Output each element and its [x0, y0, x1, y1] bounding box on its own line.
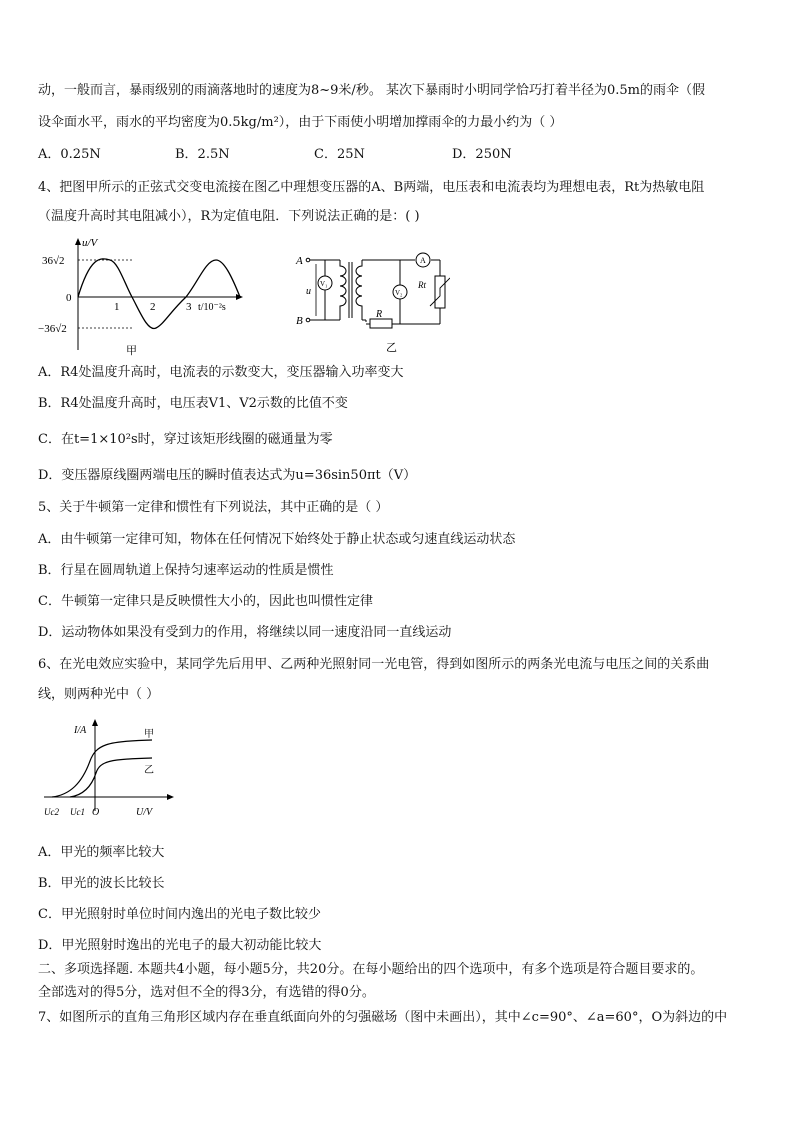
- q3-stem-line2: 设伞面水平，雨水的平均密度为0.5kg/m²），由于下雨使小明增加撑雨伞的力最小约为（ ）: [38, 115, 563, 130]
- y-peak-label: 36√2: [42, 255, 65, 267]
- label-uc2: Uc2: [44, 807, 59, 817]
- section2-heading-line1: 二、多项选择题. 本题共4小题，每小题5分，共20分。在每小题给出的四个选项中，有多个选项是符合题目要求的。: [38, 962, 704, 977]
- q4-option-c: C．在t=1×10²s时，穿过该矩形线圈的磁通量为零: [38, 432, 333, 447]
- q6-option-c: C．甲光照射时单位时间内逸出的光电子数比较少: [38, 907, 321, 922]
- curve-jia: [52, 740, 152, 797]
- q3-option-a: A．0.25N: [38, 147, 101, 162]
- q4-option-d: D．变压器原线圈两端电压的瞬时值表达式为u=36sin50πt（V）: [38, 468, 417, 483]
- q5-option-b: B．行星在圆周轨道上保持匀速率运动的性质是惯性: [38, 563, 334, 578]
- x-axis-label: U/V: [136, 807, 153, 818]
- label-v1: V₁: [320, 280, 328, 288]
- primary-coil: [340, 260, 346, 320]
- q6-option-d: D．甲光照射时逸出的光电子的最大初动能比较大: [38, 938, 322, 953]
- q4-option-a: A．R4处温度升高时，电流表的示数变大，变压器输入功率变大: [38, 365, 404, 380]
- x-tick-3: 3: [186, 301, 192, 313]
- x-tick-1: 1: [114, 301, 120, 313]
- label-a: A: [296, 255, 303, 267]
- label-u: u: [306, 286, 311, 297]
- figure-caption-jia: 甲: [126, 345, 137, 357]
- q6-figure-photocurrent-graph: [40, 715, 180, 825]
- origin-label: 0: [66, 292, 72, 304]
- q4-figure-yi-transformer-circuit: [290, 248, 450, 358]
- y-axis-label: u/V: [82, 237, 98, 249]
- q4-figure-jia-sine-graph: [38, 232, 248, 357]
- q6-option-a: A．甲光的频率比较大: [38, 845, 165, 860]
- section2-heading-line2: 全部选对的得5分，选对但不全的得3分，有选错的得0分。: [38, 985, 375, 1000]
- label-r: R: [376, 309, 383, 320]
- resistor-r: [370, 319, 392, 328]
- q3-option-c: C．25N: [314, 147, 365, 162]
- label-rt: Rt: [418, 280, 426, 290]
- q5-option-c: C．牛顿第一定律只是反映惯性大小的，因此也叫惯性定律: [38, 594, 373, 609]
- secondary-coil: [356, 260, 362, 320]
- label-v2: V₂: [395, 289, 403, 297]
- q5-option-a: A．由牛顿第一定律可知，物体在任何情况下始终处于静止状态或匀速直线运动状态: [38, 532, 516, 547]
- q6-stem-line2: 线，则两种光中（ ）: [38, 687, 160, 702]
- label-origin: O: [92, 807, 100, 818]
- figure-caption-yi: 乙: [386, 342, 397, 354]
- sine-curve: [78, 259, 240, 329]
- label-ammeter: A: [420, 256, 426, 265]
- label-uc1: Uc1: [70, 807, 85, 817]
- x-axis-label: t/10⁻²s: [198, 302, 226, 313]
- q4-option-b: B．R4处温度升高时，电压表V1、V2示数的比值不变: [38, 396, 348, 411]
- q3-option-d: D．250N: [452, 147, 512, 162]
- terminal-a: [306, 258, 310, 262]
- q4-stem-line1: 4、把图甲所示的正弦式交变电流接在图乙中理想变压器的A、B两端，电压表和电流表均为理想电表，Rt为热敏电阻: [38, 180, 705, 195]
- label-b: B: [296, 315, 303, 327]
- x-tick-2: 2: [150, 301, 156, 313]
- y-trough-label: −36√2: [38, 323, 67, 335]
- y-axis-arrow: [75, 238, 81, 245]
- q3-option-b: B．2.5N: [175, 147, 230, 162]
- y-axis-arrow: [92, 719, 98, 726]
- curve-label-jia: 甲: [144, 729, 154, 740]
- q5-option-d: D．运动物体如果没有受到力的作用，将继续以同一速度沿同一直线运动: [38, 625, 452, 640]
- q4-stem-line2: （温度升高时其电阻减小），R为定值电阻．下列说法正确的是：( ): [38, 209, 420, 224]
- q7-stem-line1: 7、如图所示的直角三角形区域内存在垂直纸面向外的匀强磁场（图中未画出），其中∠c=90°、∠a=60°，O为斜边的中: [38, 1010, 728, 1025]
- q5-stem: 5、关于牛顿第一定律和惯性有下列说法，其中正确的是（ ）: [38, 500, 389, 515]
- q6-stem-line1: 6、在光电效应实验中，某同学先后用甲、乙两种光照射同一光电管，得到如图所示的两条光电流与电压之间的关系曲: [38, 657, 710, 672]
- x-axis-arrow: [167, 794, 174, 800]
- q6-option-b: B．甲光的波长比较长: [38, 876, 165, 891]
- q3-stem-line1: 动，一般而言，暴雨级别的雨滴落地时的速度为8~9米/秒。 某次下暴雨时小明同学恰巧打着半径为0.5m的雨伞（假: [38, 83, 705, 98]
- y-axis-label: I/A: [74, 725, 87, 736]
- curve-label-yi: 乙: [144, 765, 154, 776]
- terminal-b: [306, 318, 310, 322]
